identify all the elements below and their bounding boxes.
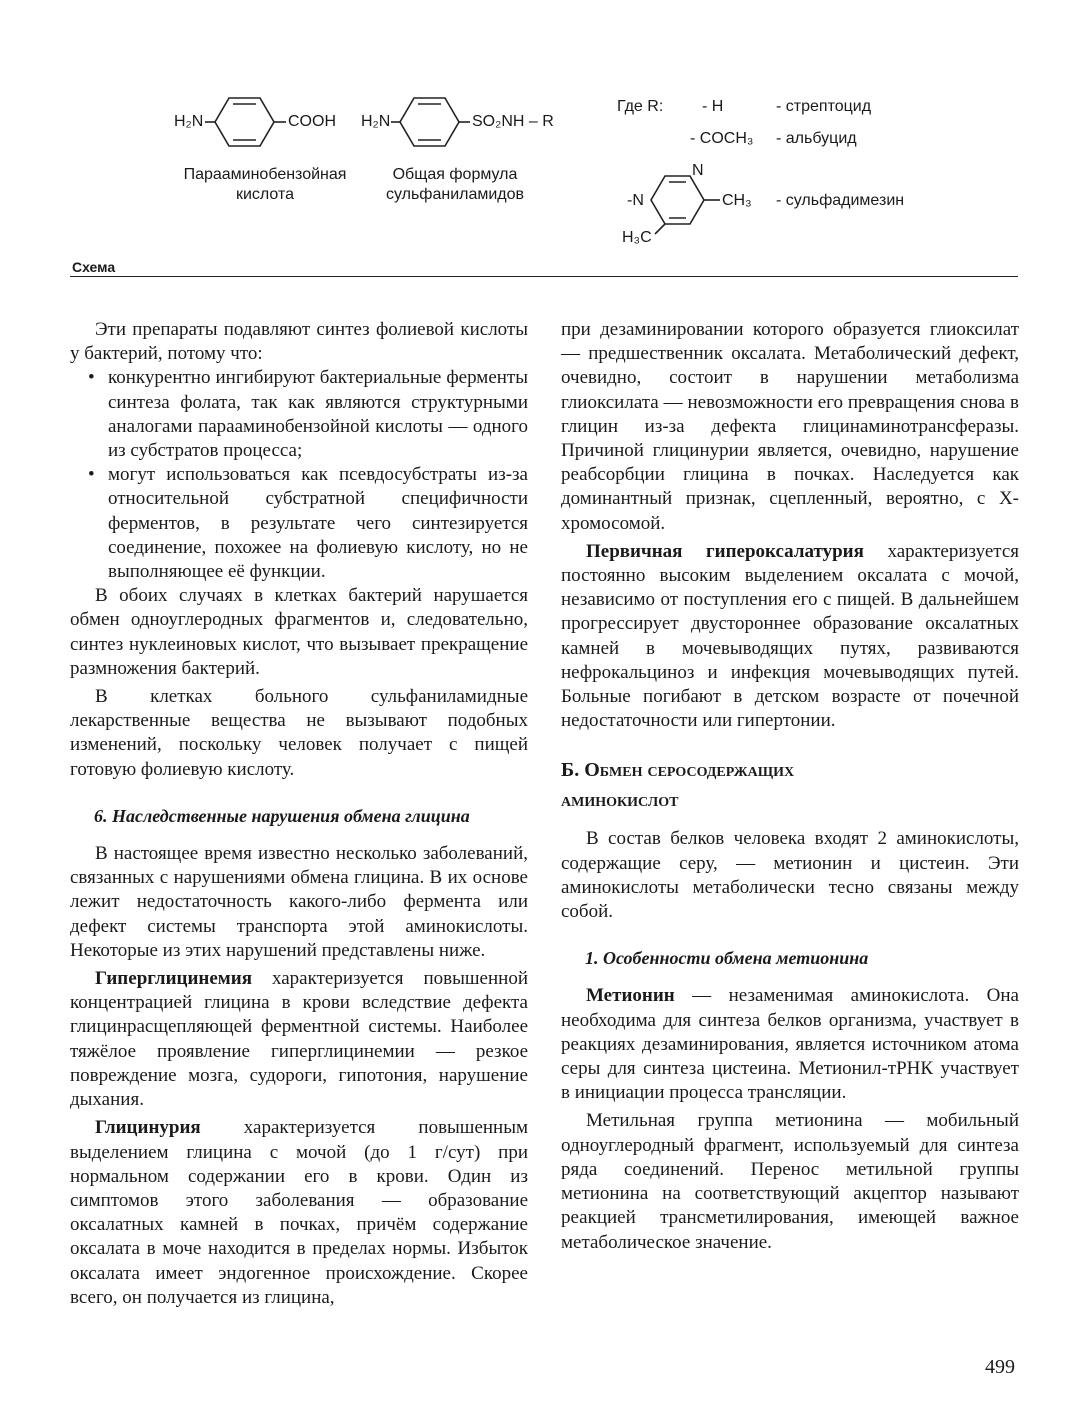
paragraph [561, 984, 1019, 1105]
subsection-heading: 1. Особенности обмена метионина [585, 948, 869, 969]
page-number: 499 [985, 1356, 1015, 1378]
paragraph-text: характеризуется повышенной концентрацией глицина в крови вследствие дефекта глицинрасщепляющей ферментной системы. Наиболее тяжёлое проявление гиперглицинемии — резкое повреждение мозга, судороги, гипотония, нарушение дыхания. [70, 968, 528, 1111]
sulfa-amino-group: H₂N [361, 113, 391, 130]
where-r-label: Где R: [617, 98, 664, 115]
list-item: • конкурентно ингибируют бактериальные ферменты синтеза фолата, так как являются структурными аналогами парааминобензойной кислоты — одного из субстратов процесса; [70, 366, 528, 463]
scheme-structures [0, 0, 1077, 290]
sulfa-caption-line-1: Общая формула [392, 166, 518, 183]
paragraph-text: характеризуется постоянно высоким выделением оксалата с мочой, независимо от поступления его с пищей. В дальнейшем прогрессирует двустороннее образование оксалатных камней в мочевыводящих путях, развиваются нефрокальциноз и инфекция мочевыводящих путей. Больные погибают в детском возрасте от почечной недостаточности или гипертонии. [561, 540, 1019, 732]
list-item: • могут использоваться как псевдосубстраты из-за относительной субстратной специфичности ферментов, в результате чего синтезируется соединение, похожее на фолиевую кислоту, но не выполняющее её функции. [70, 463, 528, 584]
section-heading-line-2: аминокислот [561, 789, 679, 812]
section-heading-line-1: Б. Обмен серосодержащих [561, 759, 795, 782]
paragraph: В состав белков человека входят 2 аминокислоты, содержащие серу, — метионин и цистеин. Эти аминокислоты метаболически тесно связаны между собой. [561, 828, 1019, 923]
paragraph: Эти препараты подавляют синтез фолиевой кислоты у бактерий, потому что: [70, 319, 528, 365]
paba-carboxyl-group: COOH [288, 113, 336, 130]
pyrimidine-n-top: N [692, 162, 704, 179]
term: Метионин [586, 985, 675, 1007]
r-name-sulfadimezin: - сульфадимезин [776, 192, 905, 209]
pyrimidine-n-left: -N [627, 192, 644, 209]
term: Гиперглицинемия [95, 968, 252, 990]
paba-caption-line-2: кислота [235, 186, 295, 203]
paragraph: В клетках больного сульфаниламидные лекарственные вещества не вызывают подобных изменений, поскольку человек получает с пищей готовую фолиевую кислоту. [70, 686, 528, 780]
sulfa-benzene-ring [391, 98, 470, 146]
paragraph-text: характеризуется повышенным выделением глицина с мочой (до 1 г/сут) при нормальном содержании его в крови. Один из симптомов этого заболевания — образование оксалатных камней в почках, причём содержание оксалата в моче находится в пределах нормы. Избыток оксалата имеет эндогенное происхождение. Скорее всего, он получается из глицина, [70, 1117, 528, 1308]
scheme-label: Схема [72, 259, 116, 275]
paragraph [70, 967, 528, 1112]
sulfa-caption-line-2: сульфаниламидов [385, 186, 525, 203]
r-name-albucid: - альбуцид [776, 130, 857, 147]
term: Глицинурия [95, 1117, 201, 1139]
paragraph: Метильная группа метионина — мобильный одноуглеродный фрагмент, используемый для синтеза ряда соединений. Перенос метильной группы метионина на соответствующий акцептор называют реакцией трансметилирования, имеющей важное метаболическое значение. [561, 1110, 1019, 1253]
paragraph [561, 540, 1019, 734]
term: Первичная гипероксалатурия [586, 540, 864, 562]
pyrimidine-ring [651, 176, 720, 234]
pyrimidine-ch3-right: CH₃ [722, 192, 752, 209]
pyrimidine-ch3-bottom: H₃C [622, 229, 652, 246]
left-column [70, 318, 528, 1310]
r-group-acetyl: - COCH₃ [690, 130, 754, 147]
paragraph-text: — незаменимая аминокислота. Она необходима для синтеза белков организма, участвует в реакциях дезаминирования, является источником атома серы для синтеза цистеина. Метионил-тРНК участвует в инициации процесса трансляции. [561, 985, 1019, 1104]
paragraph: В настоящее время известно несколько заболеваний, связанных с нарушениями обмена глицина. В их основе лежит недостаточность какого-либо фермента или дефект системы транспорта этой аминокислоты. Некоторые из этих нарушений представлены ниже. [70, 843, 528, 961]
bullet-list [70, 366, 528, 584]
paragraph [70, 1116, 528, 1310]
chemical-scheme [0, 0, 1077, 290]
r-name-streptocide: - стрептоцид [776, 98, 872, 115]
paba-caption-line-1: Парааминобензойная [183, 166, 347, 183]
scheme-divider [70, 276, 1018, 277]
paragraph: при дезаминировании которого образуется глиоксилат — предшественник оксалата. Метаболический дефект, очевидно, состоит в нарушении метаболизма глиоксилата — невозможности его превращения снова в глицин из-за дефекта глицинаминотрансферазы. Причиной глицинурии является, очевидно, нарушение реабсорбции глицина в почках. Наследуется как доминантный признак, сцепленный, вероятно, с Х-хромосомой. [561, 319, 1019, 534]
paragraph: В обоих случаях в клетках бактерий нарушается обмен одноуглеродных фрагментов и, следовательно, синтез нуклеиновых кислот, что вызывает прекращение размножения бактерий. [70, 585, 528, 679]
section-heading [561, 755, 1019, 815]
sulfa-caption [370, 165, 540, 205]
paba-caption [165, 165, 365, 205]
paba-amino-group: H₂N [174, 113, 204, 130]
sulfa-sulfonamide-group: SO₂NH – R [472, 113, 554, 130]
paba-benzene-ring [205, 98, 286, 146]
subsection-heading: 6. Наследственные нарушения обмена глицина [94, 805, 470, 826]
r-group-h: - H [702, 98, 724, 115]
right-column [561, 318, 1019, 1255]
